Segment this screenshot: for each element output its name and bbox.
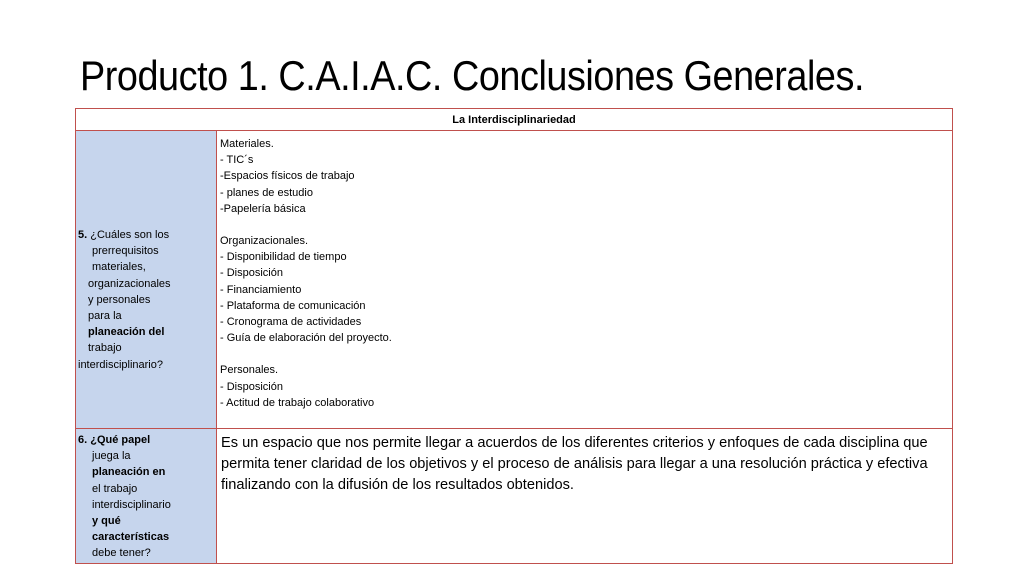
q5-line: organizacionales: [88, 277, 171, 290]
interdisciplinarity-table: [75, 108, 953, 564]
q5-line: y personales: [88, 293, 151, 306]
q5-line: 5. ¿Cuáles son los: [78, 229, 170, 241]
q5-line: prerrequisitos: [92, 245, 159, 258]
q6-line: el trabajo: [92, 482, 138, 495]
table-header: La Interdisciplinariedad: [76, 109, 953, 131]
answer-item: - Plataforma de comunicación: [220, 299, 366, 312]
materiales-heading: Materiales.: [220, 138, 274, 150]
answer-item: - Financiamiento: [220, 283, 302, 296]
q6-line: interdisciplinario: [92, 498, 171, 511]
answer-item: - Cronograma de actividades: [220, 316, 362, 329]
slide-title: Producto 1. C.A.I.A.C. Conclusiones Generales.: [80, 52, 864, 99]
answer-item: - Disponibilidad de tiempo: [220, 251, 347, 264]
question-6-cell: [76, 429, 217, 564]
answer-item: - planes de estudio: [220, 186, 313, 199]
answer-item: - Disposición: [220, 267, 283, 280]
q5-line: trabajo: [88, 342, 122, 355]
answer-item: -Papelería básica: [220, 202, 306, 215]
organizacionales-heading: Organizacionales.: [220, 235, 309, 248]
personales-heading: Personales.: [220, 364, 279, 377]
q6-line: características: [92, 531, 170, 544]
q5-line: interdisciplinario?: [78, 358, 163, 371]
q5-line: materiales,: [92, 261, 146, 274]
q6-line: juega la: [92, 450, 131, 463]
answer-item: - Actitud de trabajo colaborativo: [220, 396, 375, 409]
q6-line: planeación en: [92, 466, 166, 479]
answer-6-cell: Es un espacio que nos permite llegar a acuerdos de los diferentes criterios y enfoques de cada disciplina que permita tener claridad de los objetivos y el proceso de análisis para llegar a una resolución práctica y efectiva finalizando con la difusión de los resultados obtenidos.: [217, 429, 953, 564]
q5-line: para la: [88, 310, 122, 323]
q6-line: 6. ¿Qué papel: [78, 434, 151, 446]
q5-line: planeación del: [88, 326, 165, 339]
answer-5-cell: [217, 131, 953, 429]
answer-item: - Disposición: [220, 380, 283, 393]
question-5-cell: [76, 131, 217, 429]
q6-line: y qué: [92, 515, 121, 528]
answer-item: -Espacios físicos de trabajo: [220, 170, 355, 183]
answer-item: - Guía de elaboración del proyecto.: [220, 332, 392, 345]
answer-item: - TIC´s: [220, 154, 254, 167]
q6-line: debe tener?: [92, 547, 151, 560]
